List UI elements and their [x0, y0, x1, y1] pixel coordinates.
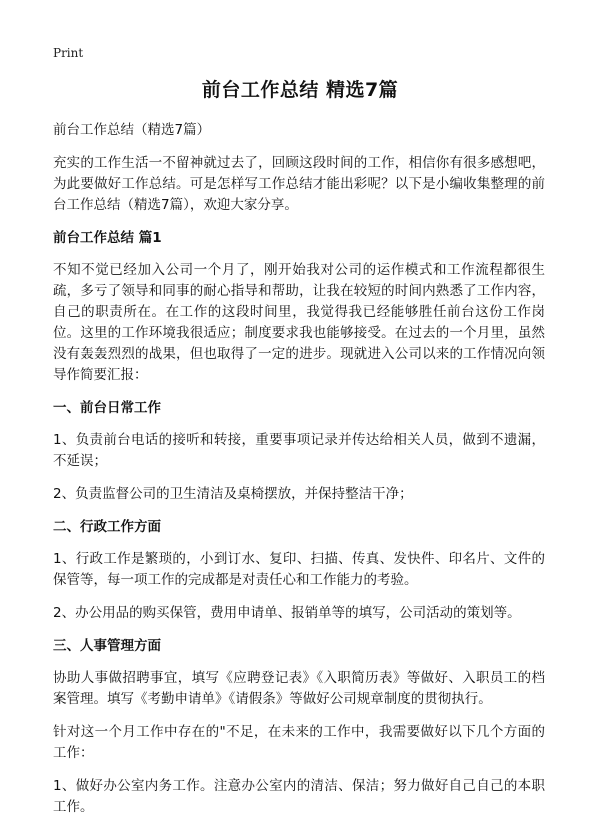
part3-item-1: 1、做好办公室内务工作。注意办公室内的清洁、保洁；努力做好自己自己的本职工作。 [53, 778, 545, 815]
print-label[interactable]: Print [53, 46, 84, 60]
part3-paragraph-1: 协助人事做招聘事宜，填写《应聘登记表》《入职简历表》等做好、入职员工的档案管理。填写《考勤申请单》《请假条》等做好公司规章制度的贯彻执行。 [53, 670, 545, 707]
subtitle-line: 前台工作总结（精选7篇） [53, 122, 211, 138]
section1-intro-paragraph: 不知不觉已经加入公司一个月了，刚开始我对公司的运作模式和工作流程都很生疏，多亏了领导和同事的耐心指导和帮助，让我在较短的时间内熟悉了工作内容，自己的职责所在。在工作的这段时间里，我觉得我已经能够胜任前台这份工作岗位。这里的工作环境我很适应；制度要求我也能够接受。在过去的一个月里，虽然没有轰轰烈烈的战果，但也取得了一定的进步。现就进入公司以来的工作情况向领导作简要汇报： [53, 262, 545, 383]
part2-heading: 二、行政工作方面 [53, 519, 161, 535]
document-body [53, 120, 545, 830]
part2-item-1: 1、行政工作是繁琐的，小到订水、复印、扫描、传真、发快件、印名片、文件的保管等，每一项工作的完成都是对责任心和工作能力的考验。 [53, 551, 545, 588]
part3-paragraph-2: 针对这一个月工作中存在的"不足，在未来的工作中，我需要做好以下几个方面的工作： [53, 724, 545, 761]
page-title: 前台工作总结 精选7篇 [201, 79, 399, 101]
part1-item-2: 2、负责监督公司的卫生清洁及桌椅摆放，并保持整洁干净； [53, 486, 413, 502]
section-heading-1: 前台工作总结 篇1 [53, 230, 162, 246]
intro-paragraph: 充实的工作生活一不留神就过去了，回顾这段时间的工作，相信你有很多感想吧，为此要做好工作总结。可是怎样写工作总结才能出彩呢？以下是小编收集整理的前台工作总结（精选7篇），欢迎大家分享。 [53, 155, 545, 213]
part3-heading: 三、人事管理方面 [53, 638, 161, 654]
part1-heading: 一、前台日常工作 [53, 400, 161, 416]
part1-item-1: 1、负责前台电话的接听和转接，重要事项记录并传达给相关人员，做到不遗漏，不延误； [53, 432, 545, 469]
part2-item-2: 2、办公用品的购买保管，费用申请单、报销单等的填写，公司活动的策划等。 [53, 605, 521, 621]
